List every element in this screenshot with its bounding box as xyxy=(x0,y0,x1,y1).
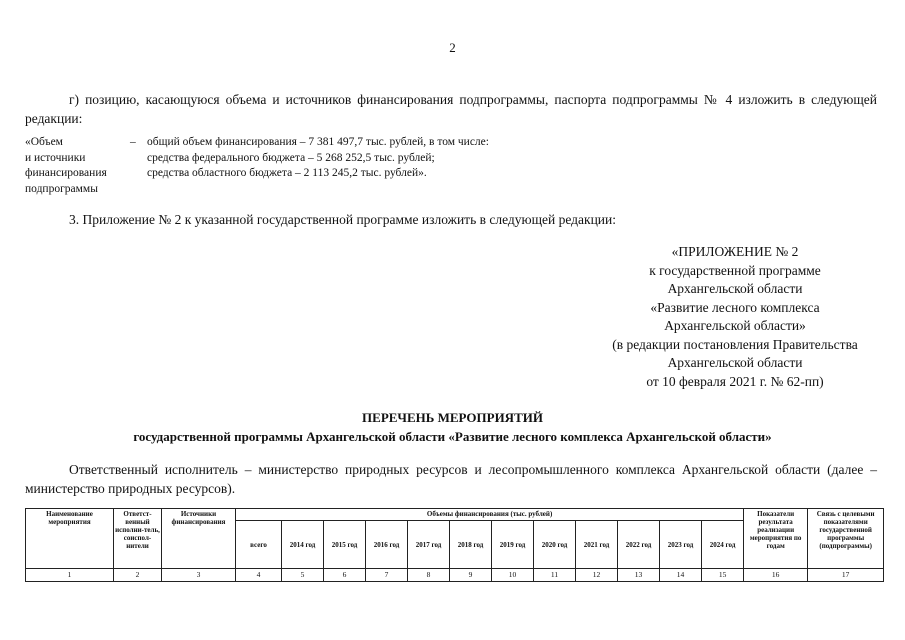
header-cell-year: 2015 год xyxy=(324,521,366,569)
passport-label-line: подпрограммы xyxy=(25,182,98,195)
column-number-cell: 5 xyxy=(282,569,324,582)
table-column-numbers-row xyxy=(26,569,884,582)
column-number-cell: 12 xyxy=(576,569,618,582)
column-number-cell: 8 xyxy=(408,569,450,582)
column-number-cell: 13 xyxy=(618,569,660,582)
header-cell-year: 2016 год xyxy=(366,521,408,569)
passport-value-line: общий объем финансирования – 7 381 497,7 тыс. рублей, в том числе: xyxy=(147,136,489,148)
activities-table xyxy=(25,508,884,582)
header-cell-year: 2020 год xyxy=(534,521,576,569)
passport-label xyxy=(25,135,125,197)
header-cell-year: 2019 год xyxy=(492,521,534,569)
document-title xyxy=(0,408,905,446)
header-cell-executor: Ответст-венный исполни-тель, соиспол-нители xyxy=(114,509,162,569)
column-number-cell: 9 xyxy=(450,569,492,582)
column-number-cell: 16 xyxy=(744,569,808,582)
header-cell-volumes: Объемы финансирования (тыс. рублей) xyxy=(236,509,744,521)
passport-values xyxy=(147,135,489,182)
appendix-line: к государственной программе xyxy=(649,262,821,278)
paragraph-g: г) позицию, касающуюся объема и источников финансирования подпрограммы, паспорта подпрограммы № 4 изложить в следующей редакции: xyxy=(25,92,877,126)
passport-label-line: «Объем xyxy=(25,136,63,148)
appendix-line: «ПРИЛОЖЕНИЕ № 2 xyxy=(671,244,799,259)
passport-value-line: средства областного бюджета – 2 113 245,2 тыс. рублей». xyxy=(147,167,427,179)
paragraph-responsible: Ответственный исполнитель – министерство природных ресурсов и лесопромышленного комплекса Архангельской области (далее – министерство природных ресурсов). xyxy=(25,462,877,496)
title-line-1: ПЕРЕЧЕНЬ МЕРОПРИЯТИЙ xyxy=(362,410,543,425)
title-line-2: государственной программы Архангельской области «Развитие лесного комплекса Архангельской области» xyxy=(133,429,772,444)
page-number: 2 xyxy=(449,40,456,55)
appendix-line: «Развитие лесного комплекса xyxy=(650,299,820,315)
column-number-cell: 2 xyxy=(114,569,162,582)
column-number-cell: 10 xyxy=(492,569,534,582)
passport-label-line: финансирования xyxy=(25,167,107,179)
column-number-cell: 11 xyxy=(534,569,576,582)
header-cell-year: 2023 год xyxy=(660,521,702,569)
passport-value-line: средства федерального бюджета – 5 268 252,5 тыс. рублей; xyxy=(147,151,435,164)
header-cell-year: 2017 год xyxy=(408,521,450,569)
paragraph-3: 3. Приложение № 2 к указанной государственной программе изложить в следующей редакции: xyxy=(69,212,616,227)
header-cell-name: Наименование мероприятия xyxy=(26,509,114,569)
header-cell-indicators: Показатели результата реализации мероприятия по годам xyxy=(744,509,808,569)
header-cell-year: 2014 год xyxy=(282,521,324,569)
column-number-cell: 3 xyxy=(162,569,236,582)
header-cell-total: всего xyxy=(236,521,282,569)
passport-label-line: и источники xyxy=(25,151,86,164)
header-cell-year: 2024 год xyxy=(702,521,744,569)
column-number-cell: 15 xyxy=(702,569,744,582)
column-number-cell: 1 xyxy=(26,569,114,582)
appendix-line: Архангельской области xyxy=(667,355,803,370)
column-number-cell: 17 xyxy=(808,569,884,582)
appendix-header xyxy=(590,243,880,391)
appendix-line: от 10 февраля 2021 г. № 62-пп) xyxy=(646,373,824,389)
appendix-line: Архангельской области» xyxy=(664,318,806,333)
header-cell-source: Источники финансирования xyxy=(162,509,236,569)
column-number-cell: 7 xyxy=(366,569,408,582)
appendix-line: (в редакции постановления Правительства xyxy=(612,336,858,352)
header-cell-link: Связь с целевыми показателями государственной программы (подпрограммы) xyxy=(808,509,884,569)
table-header-row xyxy=(26,509,884,521)
header-cell-year: 2021 год xyxy=(576,521,618,569)
appendix-line: Архангельской области xyxy=(667,281,803,296)
header-cell-year: 2018 год xyxy=(450,521,492,569)
column-number-cell: 14 xyxy=(660,569,702,582)
passport-dash: – xyxy=(130,136,136,148)
column-number-cell: 4 xyxy=(236,569,282,582)
header-cell-year: 2022 год xyxy=(618,521,660,569)
column-number-cell: 6 xyxy=(324,569,366,582)
